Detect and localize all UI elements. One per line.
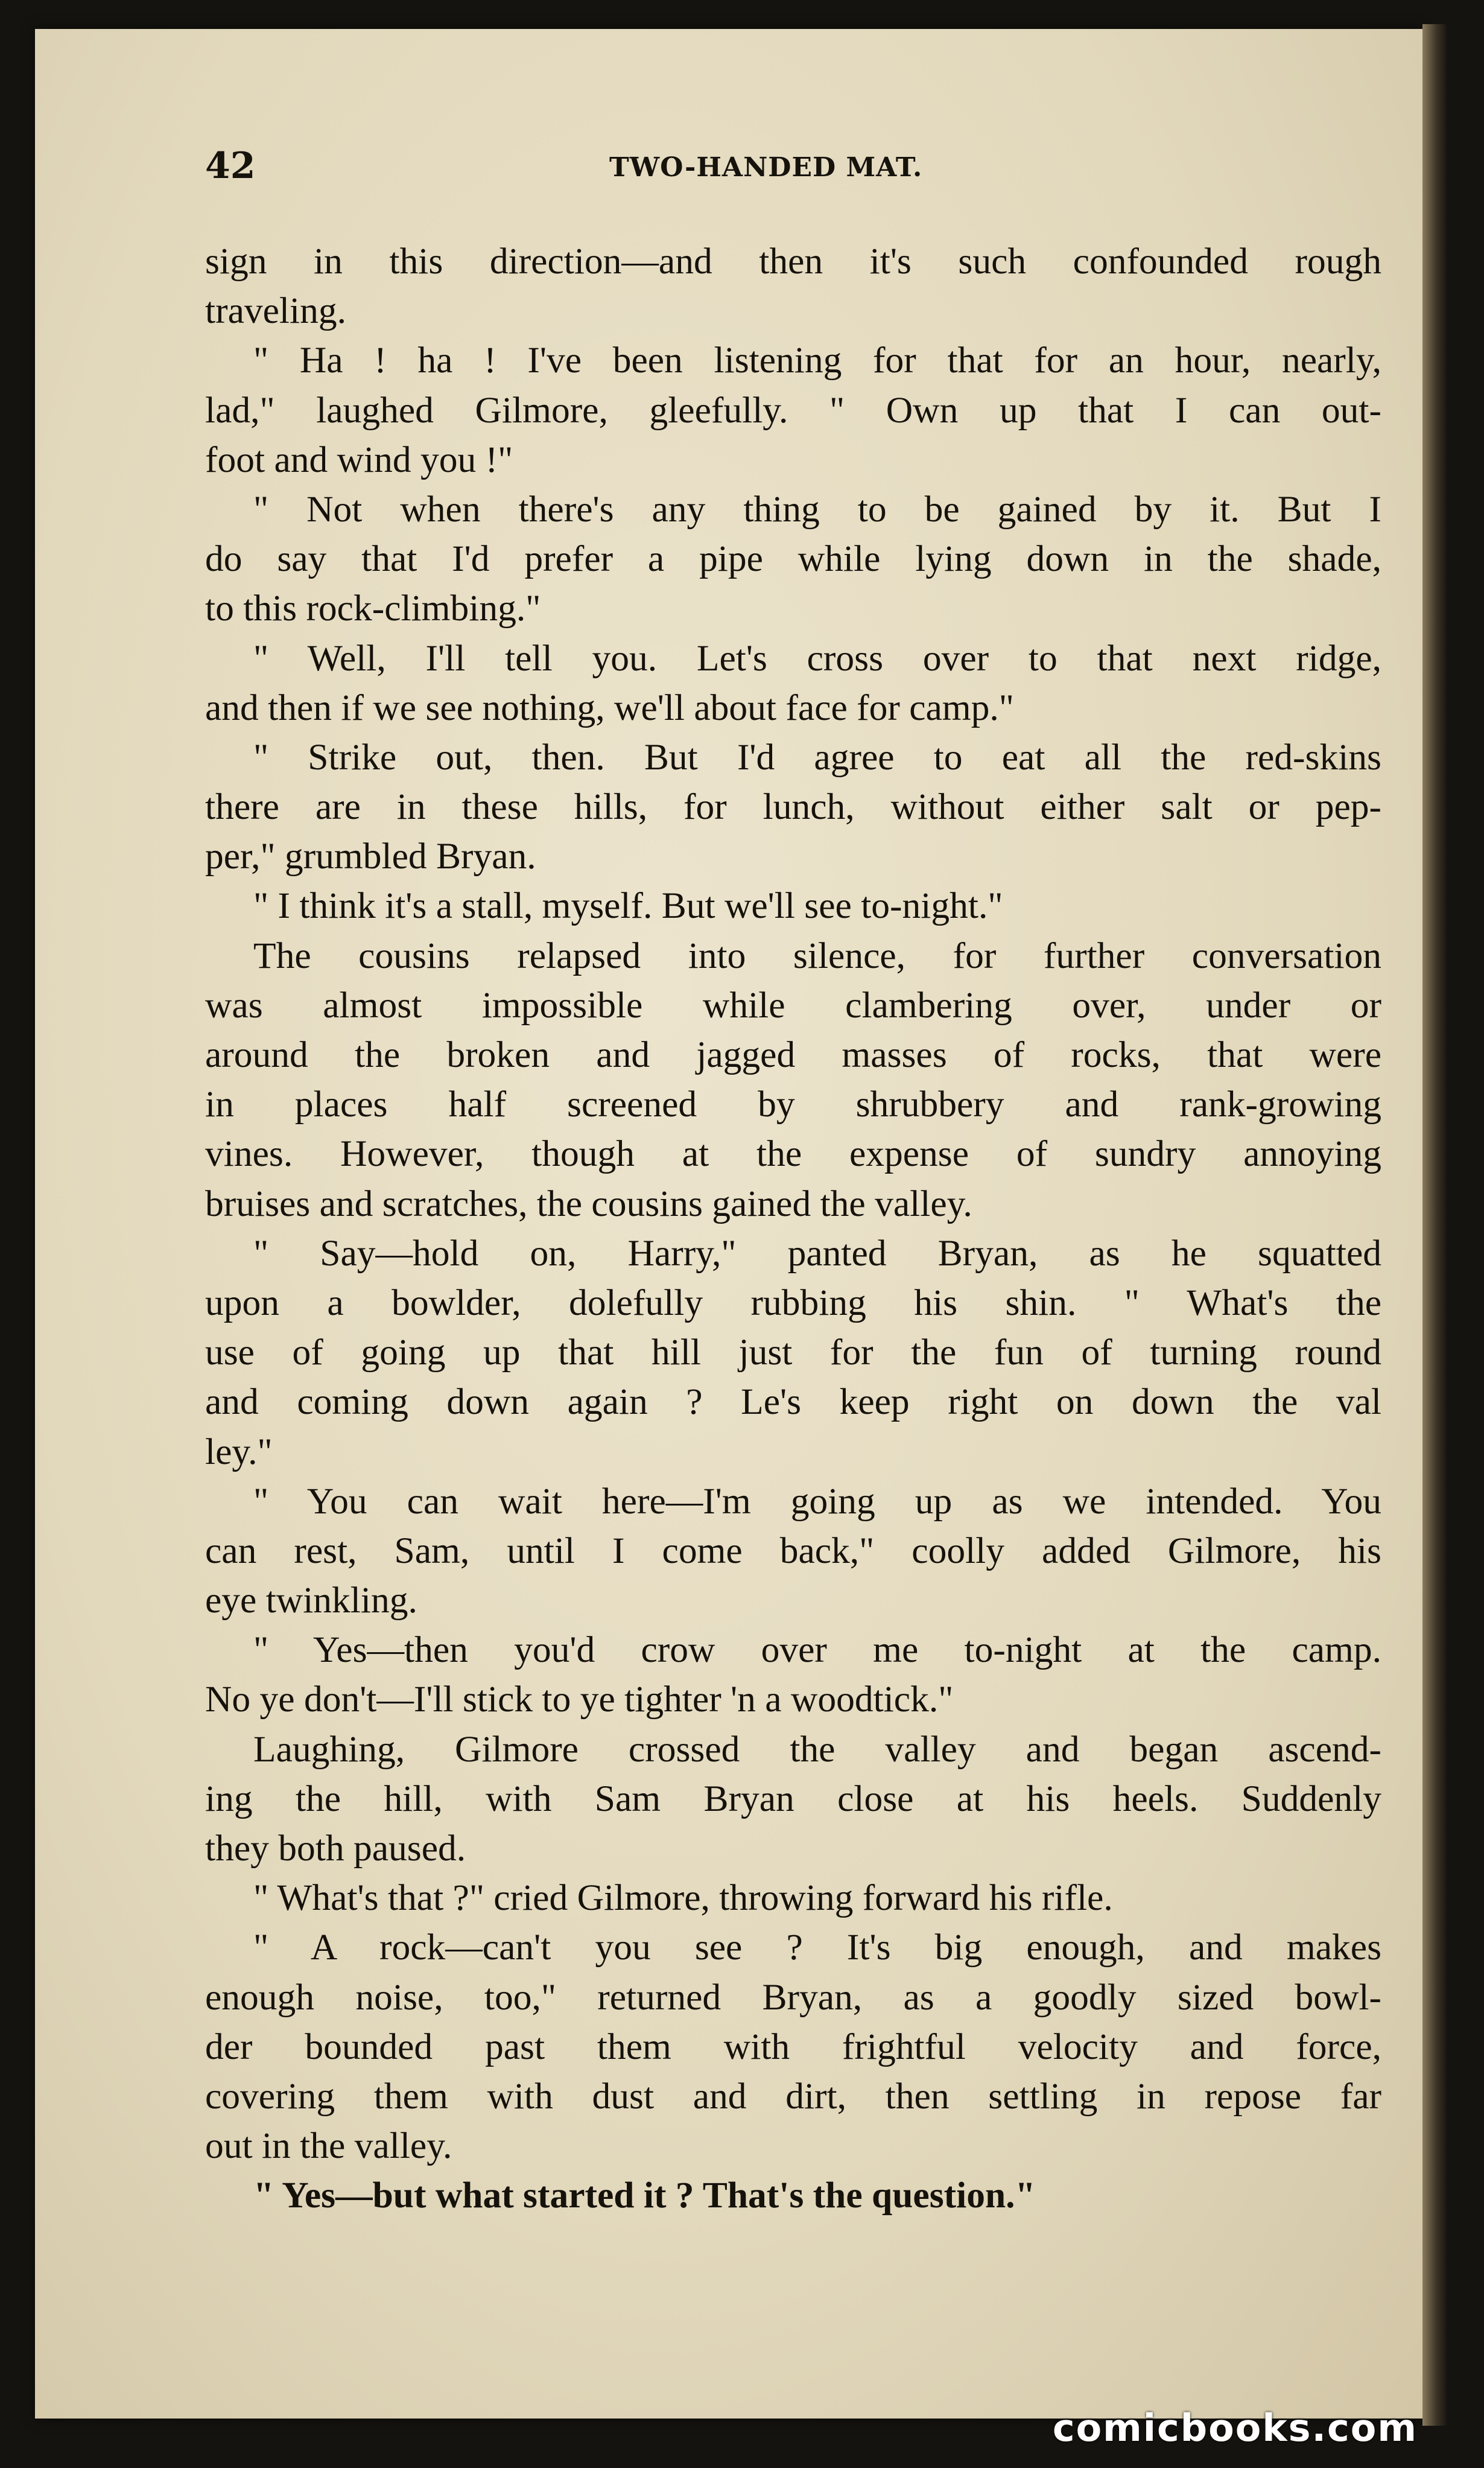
body-text [205, 237, 1381, 2221]
running-head: TWO-HANDED MAT. [609, 152, 923, 183]
text-line: " Yes—then you'd crow over me to-night at the camp. [253, 1629, 1381, 1671]
text-line: " What's that ?" cried Gilmore, throwing forward his rifle. [253, 1877, 1113, 1919]
text-line: " Yes—but what started it ? That's the question." [253, 2175, 1036, 2216]
text-line: and coming down again ? Le's keep right on down the val [205, 1381, 1381, 1423]
text-line: " You can wait here—I'm going up as we intended. You [253, 1480, 1381, 1522]
text-line: " Not when there's any thing to be gained by it. But I [253, 488, 1381, 530]
text-line: upon a bowlder, dolefully rubbing his shin. " What's the [205, 1282, 1381, 1323]
text-line: per," grumbled Bryan. [205, 836, 536, 877]
text-line: do say that I'd prefer a pipe while lying down in the shade, [205, 538, 1381, 580]
text-line: " Strike out, then. But I'd agree to eat all the red-skins [253, 736, 1381, 778]
text-line: Laughing, Gilmore crossed the valley and began ascend- [253, 1728, 1381, 1770]
text-line: enough noise, too," returned Bryan, as a goodly sized bowl- [205, 1976, 1381, 2018]
text-line: " A rock—can't you see ? It's big enough, and makes [253, 1927, 1381, 1968]
text-line: sign in this direction—and then it's such confounded rough [205, 241, 1381, 282]
text-line: foot and wind you !" [205, 439, 513, 480]
text-line: ley." [205, 1431, 273, 1472]
page-edge-shadow [1422, 24, 1447, 2426]
text-line: " Say—hold on, Harry," panted Bryan, as he squatted [253, 1232, 1381, 1274]
text-line: " Ha ! ha ! I've been listening for that for an hour, nearly, [253, 340, 1381, 381]
text-line: bruises and scratches, the cousins gained the valley. [205, 1183, 972, 1224]
text-line: use of going up that hill just for the fun of turning round [205, 1332, 1381, 1373]
text-line: there are in these hills, for lunch, without either salt or pep- [205, 786, 1381, 828]
text-line: to this rock-climbing." [205, 588, 541, 629]
text-line: No ye don't—I'll stick to ye tighter 'n a woodtick." [205, 1679, 954, 1720]
text-line: covering them with dust and dirt, then settling in repose far [205, 2075, 1381, 2117]
text-line: was almost impossible while clambering over, under or [205, 984, 1381, 1026]
site-watermark: comicbooks.com [1052, 2406, 1418, 2450]
page-header [205, 145, 1387, 193]
text-line: traveling. [205, 290, 346, 332]
page-number: 42 [205, 145, 256, 187]
text-line: they both paused. [205, 1828, 466, 1869]
text-line: in places half screened by shrubbery and rank-growing [205, 1084, 1381, 1125]
text-line: der bounded past them with frightful velocity and force, [205, 2026, 1381, 2067]
text-line: " I think it's a stall, myself. But we'll see to-night." [253, 885, 1003, 927]
text-line: eye twinkling. [205, 1580, 417, 1621]
text-line: around the broken and jagged masses of rocks, that were [205, 1034, 1381, 1075]
text-line: " Well, I'll tell you. Let's cross over to that next ridge, [253, 637, 1381, 679]
text-line: The cousins relapsed into silence, for further conversation [253, 935, 1381, 976]
text-line: ing the hill, with Sam Bryan close at his heels. Suddenly [205, 1778, 1381, 1819]
text-line: out in the valley. [205, 2125, 452, 2167]
text-line: lad," laughed Gilmore, gleefully. " Own up that I can out- [205, 389, 1381, 431]
text-line: can rest, Sam, until I come back," coolly added Gilmore, his [205, 1530, 1381, 1571]
text-line: vines. However, though at the expense of sundry annoying [205, 1133, 1381, 1175]
text-line: and then if we see nothing, we'll about face for camp." [205, 687, 1014, 728]
